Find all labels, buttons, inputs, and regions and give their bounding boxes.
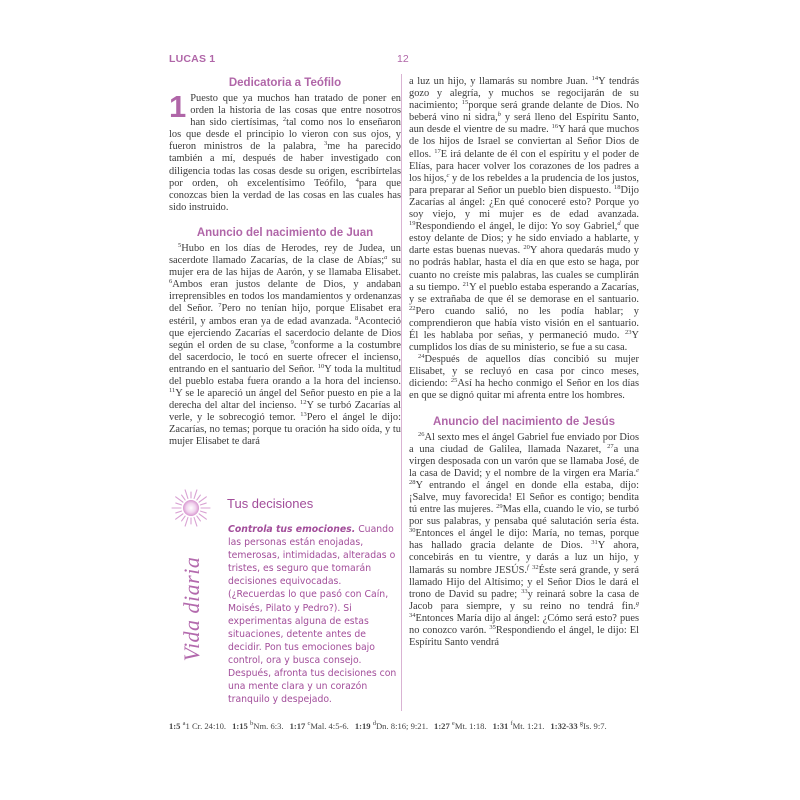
verse-text: Así ha hecho conmigo el Señor en los días en que se dignó quitar mi afrenta entre los hombres.	[409, 378, 639, 402]
verse-text: Respondiendo el ángel, le dijo: Yo soy Gabriel,	[415, 221, 618, 233]
left-column	[169, 70, 401, 449]
verse-number: 30	[409, 527, 416, 535]
footnote-mark: a	[182, 720, 186, 727]
footnote-text: Dn. 8:16; 9:21.	[375, 721, 429, 731]
footnote-marker[interactable]: b	[497, 111, 501, 119]
footnote-mark: f	[510, 720, 513, 727]
footnote-text: Mt. 1:21.	[512, 721, 545, 731]
footnote-text: Nm. 6:3.	[253, 721, 284, 731]
paragraph-dedicatoria	[169, 89, 402, 214]
verse-text: Puesto que ya muchos han tratado de poner en orden la historia de las cosas que entre nosotros han sido ciertísimas,	[190, 93, 401, 129]
verse-run	[409, 76, 639, 353]
paragraph-juan	[169, 243, 401, 449]
footnote	[493, 721, 545, 731]
verse-text: me ha parecido también a mí, después de haber investigado con diligencia todas las cosas desde su origen, escribírtelas por orden, oh excelentísimo Teófilo,	[169, 141, 402, 189]
chapter-number: 1	[169, 89, 187, 124]
footnote-ref: 1:27	[434, 721, 452, 731]
footnote	[355, 721, 428, 731]
verse-text: Mas ella, cuando le vio, se turbó por sus palabras, y pensaba qué salutación sería ésta.	[409, 504, 639, 528]
vida-diaria-box	[169, 488, 401, 713]
verse-number: 4	[355, 176, 359, 184]
section-heading-dedicatoria: Dedicatoria a Teófilo	[228, 77, 342, 89]
vida-diaria-body	[228, 523, 398, 706]
verse-text: Respondiendo el ángel, le dijo: El Espíritu Santo vendrá	[409, 625, 639, 649]
verse-text: Pero el ángel le dijo: Zacarías, no temas; porque tu oración ha sido oída, y tu mujer Elisabet te dará	[169, 412, 401, 448]
sun-ray	[176, 497, 183, 502]
verse-text: y de los rebeldes a la prudencia de los justos, para preparar al Señor un pueblo bien dispuesto.	[409, 172, 640, 196]
footnote-marker[interactable]: c	[446, 171, 450, 179]
verse-number: 7	[218, 302, 222, 310]
right-column	[409, 76, 639, 649]
footnote-mark: d	[372, 720, 376, 727]
verse-text: Y toda la multitud del pueblo estaba fuera orando a la hora del incienso.	[169, 363, 401, 387]
verse-text: Después de aquellos días concibió su mujer Elisabet, y se recluyó en casa por cinco meses, diciendo:	[409, 354, 639, 390]
sun-ray	[199, 497, 206, 502]
verse-number: 9	[290, 338, 294, 346]
sun-ray	[176, 503, 182, 505]
footnote-marker[interactable]: a	[384, 254, 388, 262]
verse-number: 34	[409, 611, 416, 619]
verse-text: porque será grande delante de Dios. No beberá vino ni sidra,	[409, 100, 639, 124]
sun-ray	[199, 514, 206, 519]
verse-number: 26	[418, 430, 425, 438]
verse-text: Pero no tenían hijo, porque Elisabet era estéril, y ambos eran ya de edad avanzada.	[169, 303, 402, 327]
sun-ray	[201, 511, 207, 513]
verse-text: para que conozcas bien la verdad de las cosas en las cuales has sido instruido.	[169, 177, 401, 213]
vida-diaria-text: Cuando las personas están enojadas, temerosas, intimidadas, alteradas o tristes, es seguro que tomarán decisiones equivocadas. (¿Recuerdas lo que pasó con Caín, Moisés, Pilato y Pedro?). Si experimentas alguna de estas situaciones, detente antes de decidir. Pon tus emociones bajo control, ora y busca consejo. Después, afronta tus decisiones con una mente clara y un corazón tranquilo y despejado.	[228, 524, 397, 706]
verse-number: 33	[521, 587, 528, 595]
verse-text: Éste será grande, y será llamado Hijo del Altísimo; y el Señor Dios le dará el trono de David su padre;	[409, 564, 639, 600]
verse-number: 16	[551, 123, 559, 131]
running-head: LUCAS 1	[169, 53, 216, 65]
verse-number: 23	[624, 328, 632, 336]
verse-text: Y el pueblo estaba esperando a Zacarías, y se extrañaba de que él se demorase en el santuario.	[409, 281, 639, 305]
footnote-marker[interactable]: e	[636, 466, 639, 474]
verse-number: 21	[462, 280, 470, 288]
verse-text: Y se le apareció un ángel del Señor puesto en pie a la derecha del altar del incienso.	[169, 388, 401, 412]
paragraph-jesus	[409, 432, 639, 650]
footnote	[169, 721, 226, 731]
verse-text: Aconteció que ejerciendo Zacarías el sacerdocio delante de Dios según el orden de su clase,	[169, 315, 401, 351]
verse-text: Y se turbó Zacarías al verle, y le sobrecogió temor.	[169, 400, 402, 424]
verse-number: 27	[607, 442, 614, 450]
verse-text: y reinará sobre la casa de Jacob para siempre, y su reino no tendrá fin.	[409, 588, 640, 612]
verse-text: conforme a la costumbre del sacerdocio, le tocó en suerte ofrecer el incienso, entrando en el santuario del Señor.	[169, 339, 401, 375]
footnote	[550, 721, 606, 731]
sun-ray	[194, 490, 197, 499]
verse-text: a una virgen desposada con un varón que se llamaba José, de la casa de David; y el nombre de la virgen era María.	[409, 443, 639, 479]
verse-text: Y hará que muchos de los hijos de Israel se conviertan al Señor Dios de ellos.	[409, 124, 639, 160]
footnote	[290, 721, 349, 731]
verse-text: Pero cuando salió, no les podía hablar; y comprendieron que había visto visión en el santuario. Él les hablaba por señas, y permaneció mudo.	[409, 305, 639, 341]
footnote-text: Mal. 4:5-6.	[310, 721, 349, 731]
sun-ray	[176, 511, 182, 513]
footnote-ref: 1:19	[354, 721, 373, 731]
footnote-text: Is. 9:7.	[583, 721, 607, 731]
verse-text: Y ahora, concebirás en tu vientre, y darás a luz un hijo, y llamarás su nombre JESÚS.	[409, 540, 639, 576]
sun-ray	[182, 516, 186, 521]
verse-number: 13	[300, 411, 307, 419]
section-heading-juan: Anuncio del nacimiento de Juan	[196, 226, 374, 239]
verse-number: 10	[317, 362, 325, 370]
verse-text: Y tendrás gozo y alegría, y muchos se regocijarán de su nacimiento;	[409, 76, 639, 112]
verse-text: Y entrando el ángel en donde ella estaba, dijo: ¡Salve, muy favorecida! El Señor es contigo; bendita tú entre las mujeres.	[409, 479, 639, 516]
vida-diaria-label: Vida diaria	[179, 556, 204, 662]
sun-ray	[182, 495, 186, 500]
verse-number: 19	[409, 220, 416, 228]
verse-number: 5	[178, 241, 182, 249]
verse-run	[169, 89, 402, 213]
verse-number: 6	[169, 278, 173, 286]
footnote-text: Mt. 1:18.	[454, 721, 487, 731]
sun-ray	[185, 490, 188, 499]
verse-text: Y ahora quedarás mudo y no podrás hablar, hasta el día en que esto se haga, por cuanto no creíste mis palabras, las cuales se cumplirán a su tiempo.	[409, 245, 639, 293]
verse-text: Dijo Zacarías al ángel: ¿En qué conoceré esto? Porque yo soy viejo, y mi mujer es de edad avanzada.	[409, 184, 639, 221]
verse-number: 17	[434, 147, 441, 155]
verse-text: a luz un hijo, y llamarás su nombre Juan.	[409, 76, 592, 87]
verse-run	[409, 354, 639, 401]
verse-number: 11	[169, 387, 176, 395]
verse-text: Y cumplidos los días de su ministerio, se fue a su casa.	[409, 329, 639, 354]
vida-diaria-title: Tus decisiones	[227, 496, 314, 511]
verse-number: 25	[450, 377, 458, 385]
vida-diaria-lead: Controla tus emociones.	[228, 524, 356, 535]
verse-number: 15	[461, 99, 469, 107]
paragraph-elisabet	[409, 354, 639, 402]
verse-number: 18	[614, 183, 621, 191]
footnote-mark: g	[579, 720, 584, 727]
verse-text: Ambos eran justos delante de Dios, y andaban irreprensibles en todos los mandamientos y ordenanzas del Señor.	[169, 279, 401, 315]
verse-number: 24	[418, 353, 425, 361]
verse-number: 28	[409, 478, 416, 486]
verse-text: que estoy delante de Dios; y he sido enviado a hablarte, y darte estas buenas nuevas.	[409, 221, 639, 257]
verse-run	[169, 243, 401, 448]
footnote-mark: b	[250, 720, 254, 727]
sun-ray	[176, 514, 183, 519]
verse-number: 29	[496, 503, 503, 511]
footnote-ref: 1:32-33	[550, 721, 580, 731]
footnote-ref: 1:17	[289, 721, 308, 731]
verse-number: 22	[409, 304, 416, 312]
verse-number: 20	[523, 244, 530, 252]
verse-number: 2	[282, 116, 287, 124]
footnote	[232, 721, 283, 731]
footnote-ref: 1:5	[169, 721, 183, 731]
verse-run	[409, 432, 639, 649]
verse-text: Hubo en los días de Herodes, rey de Judea, un sacerdote llamado Zacarías, de la clase de Abías;	[169, 242, 401, 267]
verse-number: 35	[489, 624, 496, 632]
verse-number: 8	[355, 314, 359, 322]
verse-text: E irá delante de él con el espíritu y el poder de Elías, para hacer volver los corazones de los padres a los hijos,	[409, 148, 639, 184]
verse-number: 14	[591, 75, 599, 82]
sun-ray	[185, 518, 188, 527]
verse-number: 32	[532, 563, 539, 571]
footnote-mark: c	[307, 720, 311, 727]
verse-text: y será lleno del Espíritu Santo, aun desde el vientre de su madre.	[409, 112, 639, 136]
sun-ray	[197, 495, 201, 500]
column-divider	[401, 74, 402, 711]
verse-text: Entonces el ángel le dijo: María, no temas, porque has hallado gracia delante de Dios.	[409, 528, 639, 552]
verse-text: tal como nos lo enseñaron los que desde el principio lo vieron con sus ojos, y fueron ministros de la palabra,	[169, 117, 401, 153]
section-heading-jesus: Anuncio del nacimiento de Jesús	[432, 415, 616, 428]
verse-text: Entonces María dijo al ángel: ¿Cómo será esto? pues no conozco varón.	[409, 612, 639, 637]
paragraph-continuation	[409, 76, 639, 354]
verse-text: su mujer era de las hijas de Aarón, y se llamaba Elisabet.	[169, 255, 401, 279]
footnote-marker[interactable]: g	[635, 599, 639, 607]
footnotes	[169, 721, 639, 732]
sun-icon	[171, 488, 211, 528]
footnote-ref: 1:31	[492, 721, 511, 731]
sun-ray	[201, 503, 207, 505]
verse-number: 31	[591, 539, 598, 547]
footnote-mark: e	[451, 720, 455, 727]
footnote-marker[interactable]: d	[617, 220, 621, 228]
sun-ray	[197, 516, 201, 521]
verse-number: 12	[300, 399, 307, 407]
footnote	[434, 721, 487, 731]
page-number: 12	[397, 53, 409, 65]
verse-number: 3	[324, 140, 328, 148]
footnote-text: 1 Cr. 24:10.	[185, 721, 227, 731]
footnote-ref: 1:15	[232, 721, 250, 731]
verse-text: Al sexto mes el ángel Gabriel fue enviado por Dios a una ciudad de Galilea, llamada Nazaret,	[409, 431, 639, 455]
sun-ray	[194, 518, 197, 527]
footnote-marker[interactable]: f	[526, 563, 529, 571]
